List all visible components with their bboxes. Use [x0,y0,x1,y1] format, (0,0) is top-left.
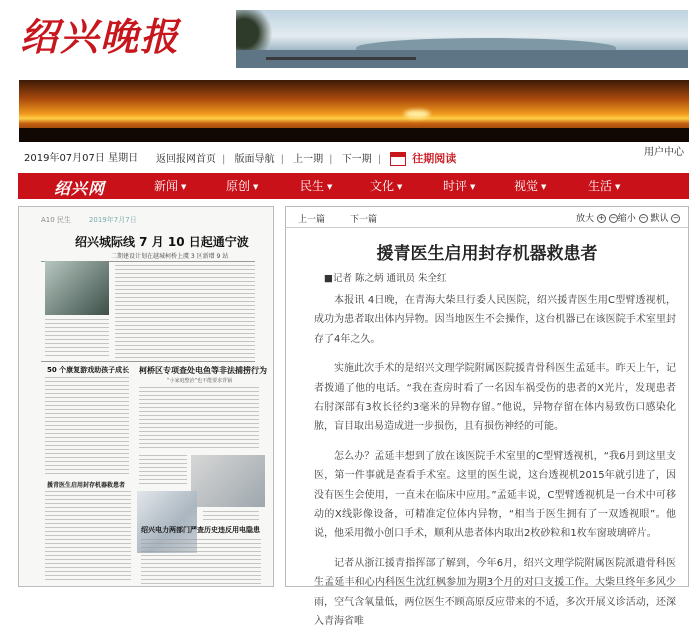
thumb-photo-2 [191,455,265,507]
zoom-in-icon: + [598,214,605,222]
next-article-link[interactable]: 下一篇 [350,215,378,225]
site-brand-logo[interactable]: 绍兴网 [54,179,106,198]
zoom-in-button[interactable]: 放大 + [576,214,605,224]
prev-issue-link[interactable]: 上一期 [293,154,324,165]
dropdown-arrow-icon: ▼ [253,183,259,191]
article-paragraph: 本报讯 4日晚，在青海大柴旦行委人民医院，绍兴援青医生用C型臂透视机，成功为患者取出体内异物。因当地医生不会操作，这台机器已在该医院手术室里封存了4年之久。 [314,295,676,345]
thumb-headline[interactable]: 绍兴城际线 7 月 10 日起通宁波 [75,235,249,249]
menu-item-original[interactable]: 原创 ▼ [226,179,259,193]
sunset-banner [19,80,689,142]
past-issues-link[interactable]: 往期阅读 [412,152,457,165]
menu-item-livelihood[interactable]: 民生 ▼ [300,179,333,193]
page-header: A10 民生 [41,216,71,224]
zoom-out-icon: − [610,214,617,222]
top-navigation: 2019年07月07日 星期日 返回报网首页 | 版面导航 | 上一期 | 下一期 | 往期阅读 用户中心 [24,150,684,170]
menu-item-culture[interactable]: 文化 ▼ [370,179,403,193]
article-byline: ■记者 陈之炳 通讯员 朱全红 [324,273,447,284]
article-panel [285,206,689,628]
article-paragraph: 记者从浙江援青指挥部了解到，今年6月，绍兴文理学院附属医院派遣骨科医生孟延丰和心内科医生沈红枫参加为期3个月的对口支援工作。大柴旦终年多风少雨，空气含氧量低，两位医生不顾高原反应带来的不适，多次开展义诊活动，还深入青海省唯 [314,557,676,628]
thumb-article-power[interactable]: 绍兴电力两部门严查历史违反用电隐患 [141,526,260,534]
default-size-icon: − [672,214,679,222]
prev-article-link[interactable]: 上一篇 [298,215,326,225]
masthead [0,0,700,76]
thumb-photo-1 [45,261,109,315]
dropdown-arrow-icon: ▼ [470,183,476,191]
user-center-link[interactable]: 用户中心 [644,147,684,158]
newspaper-page-thumbnail[interactable] [18,206,274,587]
section-nav-link[interactable]: 版面导航 [234,154,275,165]
zoom-out-minus-icon: − [640,214,647,222]
thumb-article-rescue[interactable]: 援青医生启用封存机器救患者 [47,482,126,489]
article-paragraph: 怎么办？孟延丰想到了放在该医院手术室里的C型臂透视机，“我6月到这里支医，第一件事就是查看手术室。这里的医生说，这台透视机2015年就引进了，因没有医生会使用，一直未在临床中应用。”孟延丰说，C型臂透视机是一台术中可移动的X线影像设备，可精准定位体内异物，“相当于医生拥有了一双透视眼”。他说，他采用微小创口手术，顺利从患者体内取出2枚砂粒和1枚车窗玻璃碎片。 [314,450,676,540]
thumb-article-fishing-sub: “小家庭整治”也不能要求背锅 [167,378,233,384]
article-toolbar [286,207,688,227]
menu-item-commentary[interactable]: 时评 ▼ [443,179,476,193]
dropdown-arrow-icon: ▼ [541,183,547,191]
menu-item-visual[interactable]: 视觉 ▼ [514,179,547,193]
dropdown-arrow-icon: ▼ [397,183,403,191]
page-date: 2019年7月7日 [88,216,137,224]
newspaper-logo[interactable]: 绍兴晚报 [20,14,181,59]
menu-item-news[interactable]: 新闻 ▼ [154,179,187,193]
home-link[interactable]: 返回报网首页 [156,154,216,165]
dropdown-arrow-icon: ▼ [181,183,187,191]
default-size-button[interactable]: 默认 − [650,214,679,224]
dropdown-arrow-icon: ▼ [327,183,333,191]
article-body [314,291,676,642]
thumb-article-rehab-games[interactable]: 50 个康复游戏助孩子成长 [47,366,130,374]
article-title: 援青医生启用封存机器救患者 [376,244,598,264]
calendar-icon[interactable] [390,152,406,166]
main-menu [18,173,689,199]
menu-item-life[interactable]: 生活 ▼ [588,179,621,193]
article-paragraph: 实施此次手术的是绍兴文理学院附属医院援青骨科医生孟延丰。昨天上午，记者拨通了他的电话。“我在查房时看了一名因车祸受伤的患者的X光片，发现患者右肘深部有3枚长径约3毫米的异物存留。”他说，异物存留在体内易致伤口感染化脓，盲目取出易造成进一步损伤，且有损伤神经的可能。 [314,363,676,433]
thumb-subheadline: 二期建设计划在越城柯桥上虞 3 区新增 9 站 [111,253,229,260]
zoom-out-button[interactable]: − 缩小 − [610,214,647,224]
issue-date: 2019年07月07日 星期日 [24,153,139,164]
thumb-article-fishing-crackdown[interactable]: 柯桥区专项查处电鱼等非法捕捞行为 [139,366,267,375]
dropdown-arrow-icon: ▼ [615,183,621,191]
next-issue-link[interactable]: 下一期 [341,154,372,165]
masthead-lake-photo [236,10,688,68]
